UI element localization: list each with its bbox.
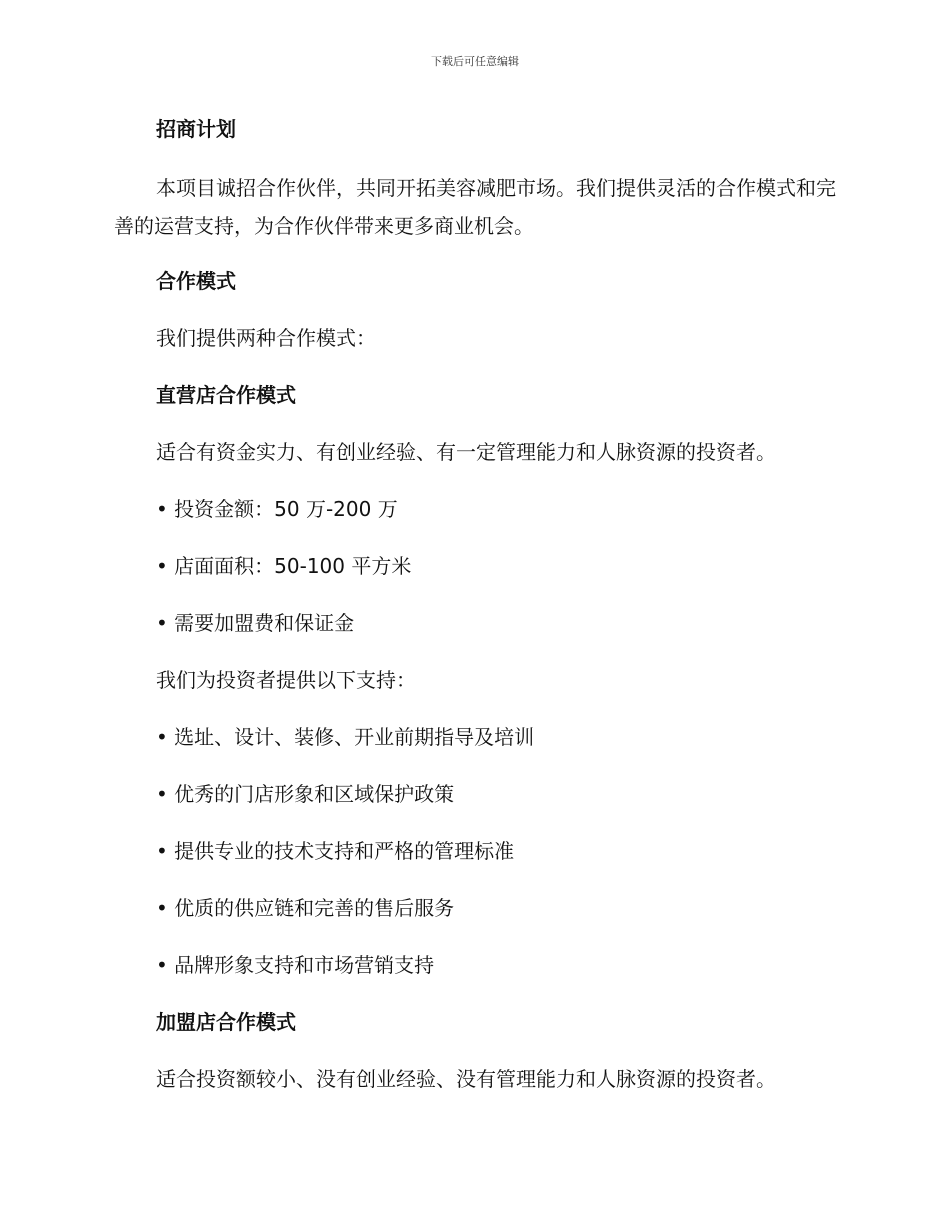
direct-store-heading: 直营店合作模式 xyxy=(156,383,296,407)
intro-paragraph: 本项目诚招合作伙伴，共同开拓美容减肥市场。我们提供灵活的合作模式和完善的运营支持，为合作伙伴带来更多商业机会。 xyxy=(114,176,836,238)
support-intro: 我们为投资者提供以下支持： xyxy=(156,668,416,692)
list-item: • 需要加盟费和保证金 xyxy=(156,611,355,635)
document-body xyxy=(114,112,836,1119)
title-heading: 招商计划 xyxy=(156,117,236,141)
cooperation-heading: 合作模式 xyxy=(156,269,236,293)
list-item: • 品牌形象支持和市场营销支持 xyxy=(156,953,435,977)
list-item: • 优质的供应链和完善的售后服务 xyxy=(156,896,455,920)
direct-store-description: 适合有资金实力、有创业经验、有一定管理能力和人脉资源的投资者。 xyxy=(156,440,776,464)
page-header-note: 下载后可任意编辑 xyxy=(431,55,519,68)
franchise-description: 适合投资额较小、没有创业经验、没有管理能力和人脉资源的投资者。 xyxy=(156,1067,776,1091)
cooperation-intro: 我们提供两种合作模式： xyxy=(156,326,376,350)
list-item: • 选址、设计、装修、开业前期指导及培训 xyxy=(156,725,535,749)
franchise-heading: 加盟店合作模式 xyxy=(156,1010,296,1034)
list-item: • 投资金额：50 万-200 万 xyxy=(156,497,398,521)
list-item: • 店面面积：50-100 平方米 xyxy=(156,554,412,578)
list-item: • 优秀的门店形象和区域保护政策 xyxy=(156,782,455,806)
list-item: • 提供专业的技术支持和严格的管理标准 xyxy=(156,839,515,863)
